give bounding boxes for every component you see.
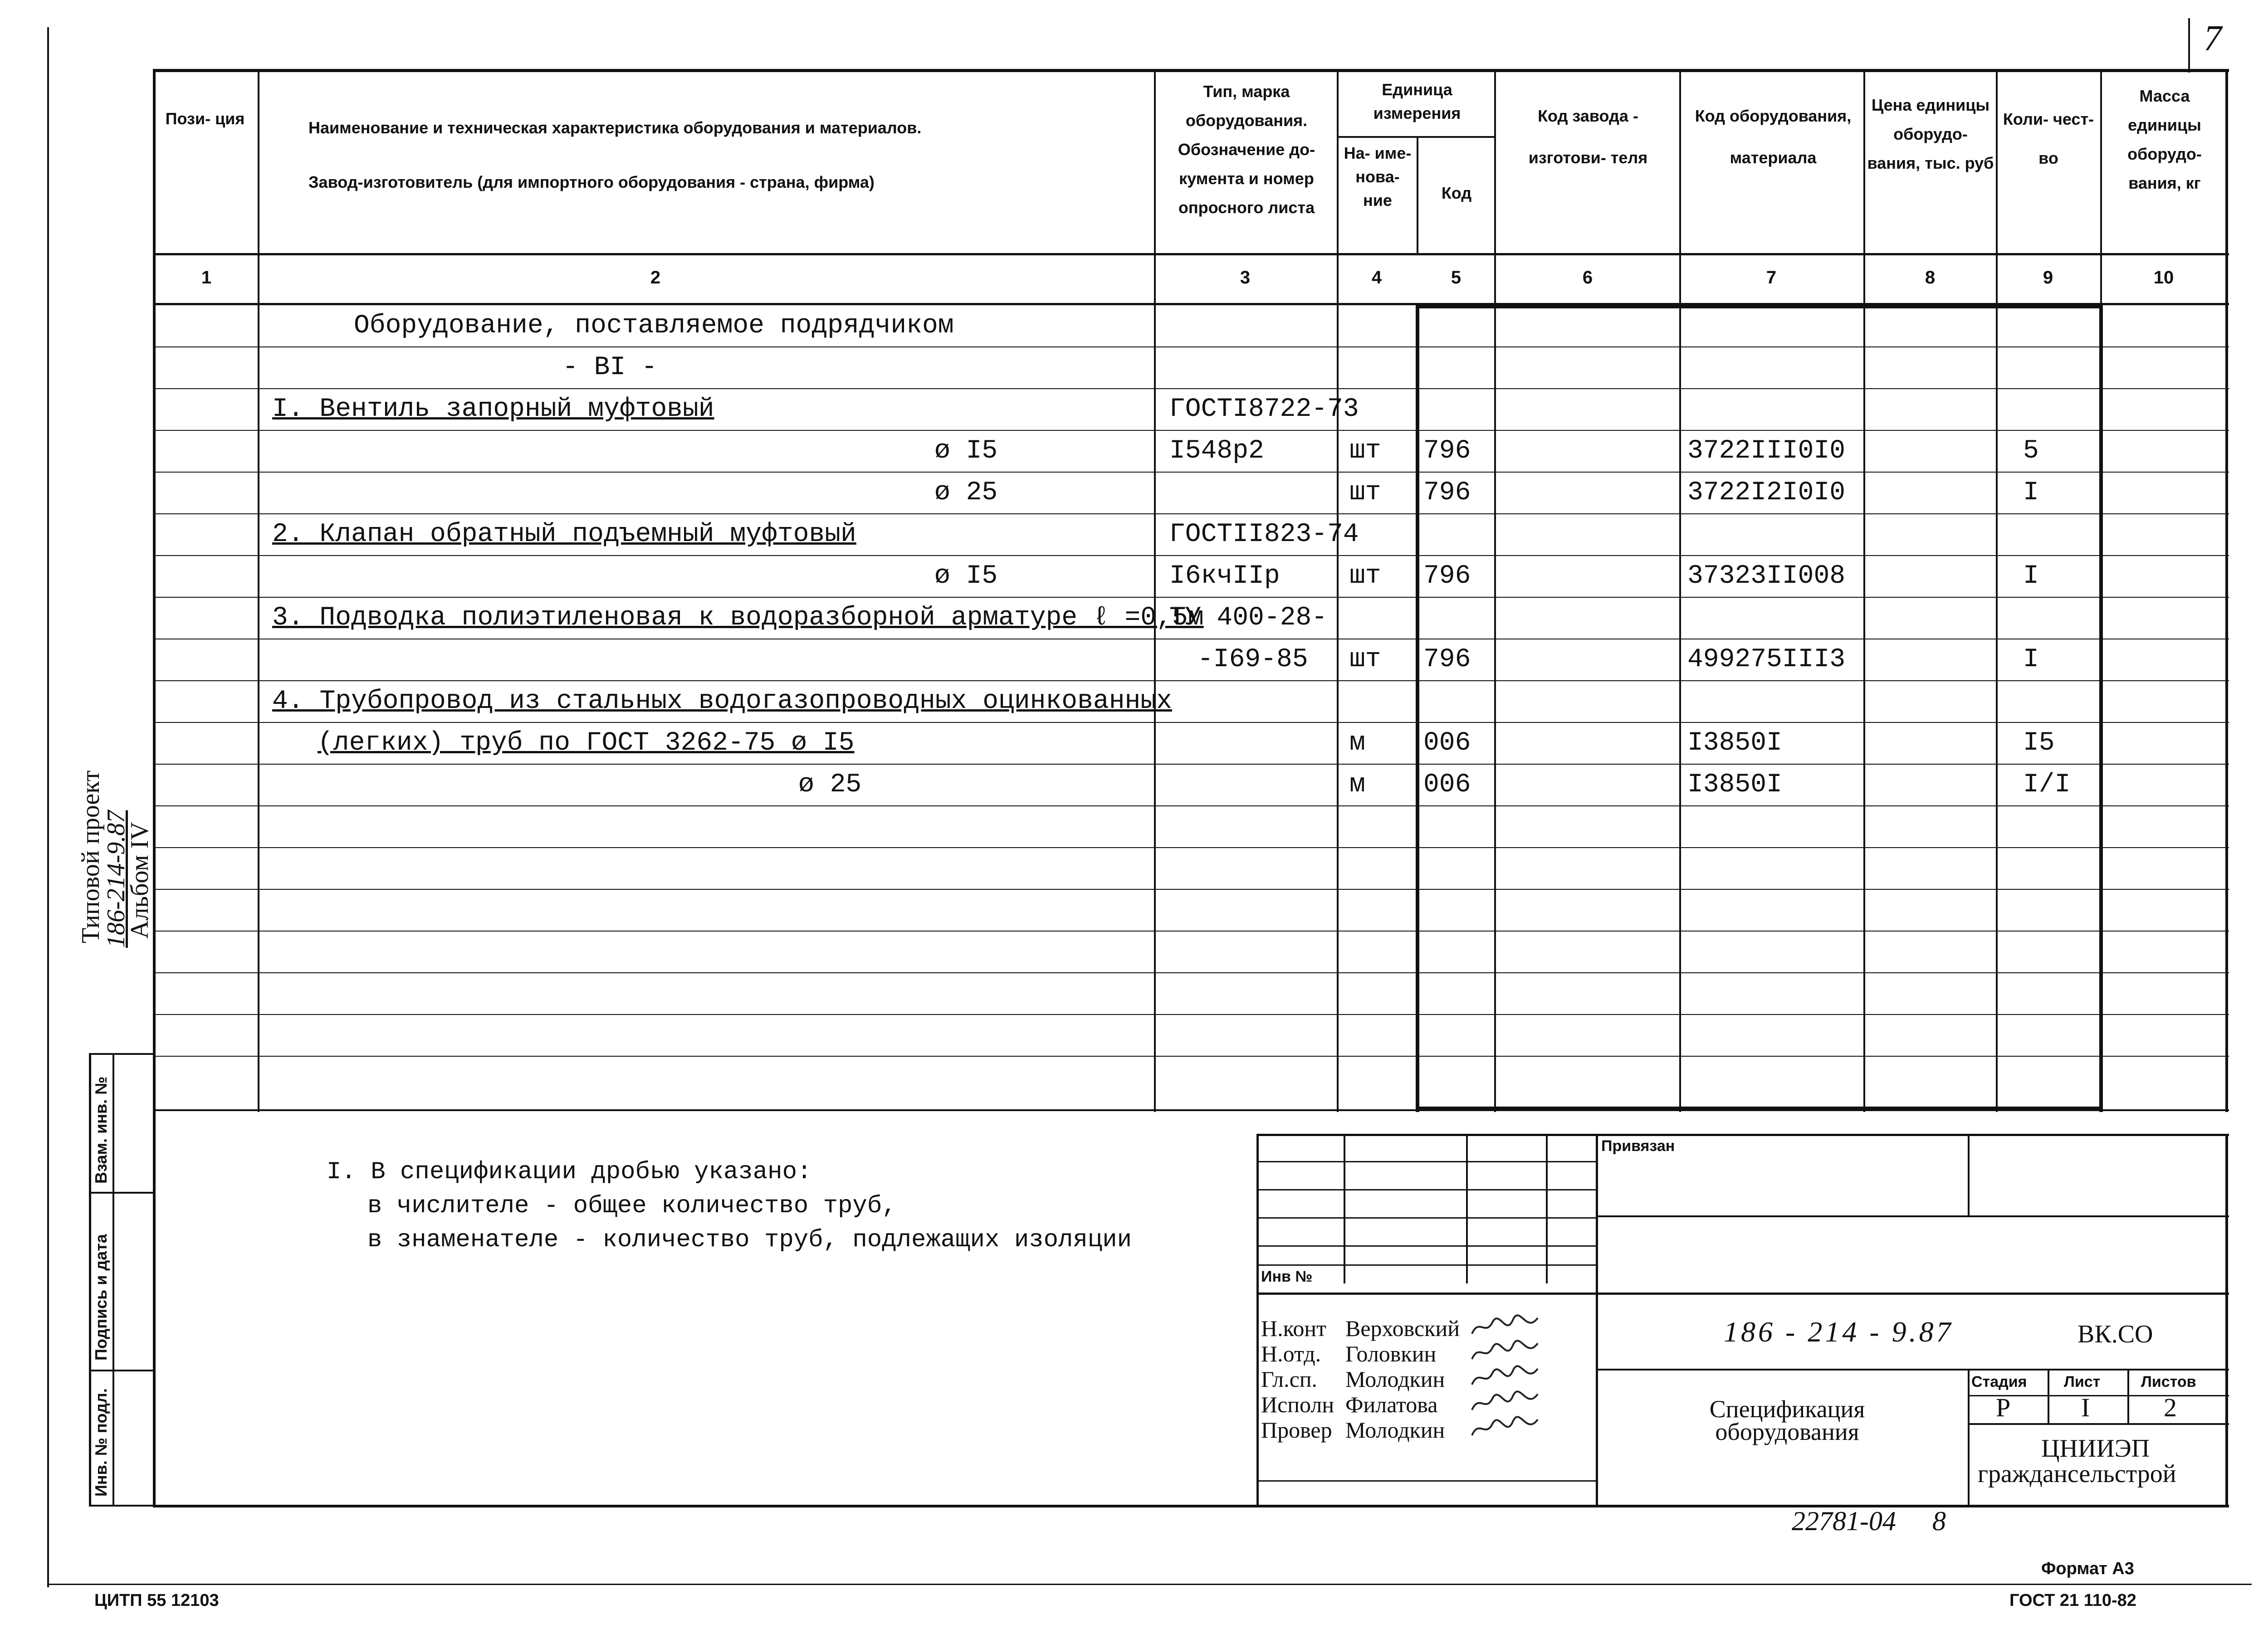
tb-hline	[1256, 1161, 1597, 1162]
tb-top	[1256, 1134, 2229, 1136]
row-line	[153, 805, 2229, 806]
tb-vline	[1968, 1370, 1970, 1506]
col-line	[1337, 69, 1339, 1112]
row-line	[153, 972, 2229, 973]
footer-format: Формат А3	[2041, 1559, 2134, 1578]
row-line	[153, 597, 2229, 598]
cell-name: I. Вентиль запорный муфтовый	[272, 395, 714, 424]
cell-type: -I69-85	[1198, 645, 1308, 674]
note-line-1: I. В спецификации дробью указано:	[327, 1158, 812, 1186]
tb-hline	[1596, 1369, 2229, 1371]
cell-unit: шт	[1349, 561, 1381, 591]
col-line	[1996, 69, 1998, 1112]
tb-vline	[1968, 1134, 1970, 1215]
footer-left: ЦИТП 55 12103	[94, 1591, 219, 1610]
side-stamp-line1: Типовой проект	[77, 770, 105, 943]
signer-role: Провер	[1261, 1417, 1332, 1443]
header-quantity: Коли- чест- во	[2003, 110, 2094, 167]
table-body-end	[153, 1109, 2229, 1111]
row-line	[153, 388, 2229, 389]
row-line	[153, 1056, 2229, 1057]
row-line	[153, 1014, 2229, 1015]
org-line2: граждансельстрой	[1978, 1460, 2176, 1488]
cell-code: 796	[1423, 645, 1471, 674]
column-number: 7	[1766, 268, 1777, 288]
sheet-label: Лист	[2064, 1373, 2101, 1390]
column-number: 3	[1240, 268, 1251, 288]
col-line	[258, 69, 259, 1112]
cell-code: 796	[1423, 436, 1471, 466]
tb-hline	[1968, 1423, 2229, 1425]
col-line	[2100, 69, 2102, 305]
col-line-bold	[2099, 305, 2103, 1112]
cell-qty: I5	[2023, 728, 2055, 758]
row-line	[153, 430, 2229, 431]
row-line	[153, 931, 2229, 932]
header-price: Цена единицы оборудо- вания, тыс. руб	[1867, 96, 1994, 172]
cell-qty: 5	[2023, 436, 2039, 466]
cell-qty: I	[2023, 645, 2039, 674]
signer-name: Молодкин	[1345, 1366, 1445, 1392]
tb-hline	[1596, 1215, 2229, 1217]
tb-vline	[2048, 1370, 2049, 1424]
cell-name: ø 25	[798, 770, 862, 800]
cell-type: I548p2	[1169, 436, 1264, 466]
privyazan-label: Привязан	[1601, 1137, 1675, 1155]
signer-name: Молодкин	[1345, 1417, 1445, 1443]
tb-vline	[2127, 1370, 2129, 1424]
tb-hline	[1256, 1293, 2229, 1295]
project-code: 186 - 214 - 9.87	[1724, 1316, 1954, 1348]
cell-name: ø I5	[934, 561, 998, 591]
table-bottom	[153, 1505, 2229, 1507]
header-unit: Единица измерения	[1373, 80, 1461, 122]
tb-hline	[1256, 1245, 1597, 1247]
cell-name: Оборудование, поставляемое подрядчиком	[354, 311, 954, 341]
cell-code: 006	[1423, 770, 1471, 800]
colnum-bottom-line	[153, 303, 2229, 305]
row-line	[153, 513, 2229, 514]
row-line	[153, 472, 2229, 473]
signer-role: Исполн	[1261, 1392, 1334, 1417]
column-number: 10	[2153, 268, 2174, 288]
side-stamp-line3: Альбом IV	[126, 822, 154, 939]
sheet-value: I	[2081, 1393, 2090, 1422]
column-number: 9	[2043, 268, 2053, 288]
col-line	[1679, 69, 1681, 1112]
page-mark-rule	[2188, 18, 2190, 73]
column-number: 1	[201, 268, 212, 288]
side-box-mid	[112, 1053, 114, 1507]
signature-scribble	[1470, 1390, 1542, 1417]
header-name-line2: Завод-изготовитель (для импортного оборудования - страна, фирма)	[308, 173, 875, 191]
row-line	[153, 346, 2229, 347]
cell-mat: 3722I2I0I0	[1687, 478, 1846, 507]
header-name-line1: Наименование и техническая характеристика оборудования и материалов.	[308, 118, 922, 137]
doc-title: Спецификация оборудования	[1709, 1395, 1865, 1445]
bold-box-top	[1416, 305, 2103, 308]
column-number: 8	[1925, 268, 1936, 288]
tb-vline	[1466, 1134, 1468, 1283]
signature-scribble	[1470, 1364, 1542, 1391]
cell-code: 006	[1423, 728, 1471, 758]
cell-mat: I3850I	[1687, 770, 1782, 800]
side-box-line	[89, 1370, 155, 1371]
header-mass: Масса единицы оборудо- вания, кг	[2127, 87, 2202, 192]
header-factory-code: Код завода - изготови- теля	[1528, 107, 1648, 167]
org-line1: ЦНИИЭП	[2041, 1434, 2150, 1463]
signer-role: Н.отд.	[1261, 1341, 1321, 1366]
cell-name: 4. Трубопровод из стальных водогазопроводных оцинкованных	[272, 687, 1172, 716]
cell-mat: 37323II008	[1687, 561, 1846, 591]
note-line-3: в знаменателе - количество труб, подлежащих изоляции	[367, 1226, 1132, 1254]
side-box-line	[89, 1192, 155, 1194]
field-vzam-inv: Взам. инв. №	[92, 1076, 110, 1184]
cell-type: ГОСТII823-74	[1169, 520, 1359, 549]
signature-scribble	[1470, 1339, 1542, 1366]
signature-scribble	[1470, 1313, 1542, 1341]
row-line	[153, 847, 2229, 848]
header-unit-code: Код	[1441, 184, 1472, 202]
tb-vline	[1546, 1134, 1548, 1283]
page-mark: 7	[2204, 19, 2222, 59]
row-line	[153, 764, 2229, 765]
column-number: 6	[1582, 268, 1593, 288]
cell-type: ТУ 400-28-	[1169, 603, 1328, 633]
cell-name: 2. Клапан обратный подъемный муфтовый	[272, 520, 856, 549]
tb-hline	[1256, 1264, 1597, 1266]
row-line	[153, 555, 2229, 556]
col-line	[1494, 69, 1496, 1112]
stage-value: Р	[1996, 1393, 2011, 1422]
stage-label: Стадия	[1971, 1373, 2027, 1390]
cell-name: - BI -	[562, 353, 657, 382]
cell-mat: 3722III0I0	[1687, 436, 1846, 466]
cell-unit: шт	[1349, 645, 1381, 674]
cell-qty: I	[2023, 478, 2039, 507]
col-line	[1154, 69, 1156, 1112]
column-number: 4	[1371, 268, 1382, 288]
cell-name: ø 25	[934, 478, 998, 507]
archive-number: 22781-04	[1792, 1506, 1896, 1536]
side-box-bottom	[89, 1505, 155, 1507]
signer-role: Н.конт	[1261, 1316, 1326, 1341]
cell-unit: м	[1349, 728, 1365, 758]
inv-no-label: Инв №	[1261, 1268, 1313, 1285]
row-line	[153, 680, 2229, 681]
cell-mat: 499275III3	[1687, 645, 1846, 674]
sheets-value: 2	[2164, 1393, 2177, 1422]
tb-vline	[1344, 1134, 1345, 1283]
row-line	[153, 889, 2229, 890]
cell-unit: м	[1349, 770, 1365, 800]
cell-unit: шт	[1349, 478, 1381, 507]
cell-type: ГОСТI8722-73	[1169, 395, 1359, 424]
archive-page: 8	[1932, 1506, 1946, 1536]
signature-scribble	[1470, 1415, 1542, 1442]
column-number: 2	[650, 268, 661, 288]
cell-mat: I3850I	[1687, 728, 1782, 758]
side-stamp-line2: 186-214-9.87	[102, 810, 130, 948]
header-material-code: Код оборудования, материала	[1695, 107, 1852, 167]
signer-role: Гл.сп.	[1261, 1366, 1318, 1392]
col-line-bold	[1416, 305, 1419, 1112]
col-line	[1417, 136, 1418, 255]
field-inv-podl: Инв. № подл.	[92, 1388, 110, 1497]
table-top	[153, 69, 2229, 72]
side-box-top	[89, 1053, 155, 1055]
unit-split-line	[1337, 136, 1496, 138]
tb-hline	[1256, 1480, 1597, 1482]
cell-unit: шт	[1349, 436, 1381, 466]
cell-name: ø I5	[934, 436, 998, 466]
row-line	[153, 722, 2229, 723]
column-number: 5	[1451, 268, 1461, 288]
col-line	[1863, 69, 1865, 1112]
signer-name: Верховский	[1345, 1316, 1460, 1341]
cell-qty: I/I	[2023, 770, 2071, 800]
cell-code: 796	[1423, 478, 1471, 507]
cell-name: (легких) труб по ГОСТ 3262-75 ø I5	[318, 728, 855, 758]
doc-code: ВК.СО	[2077, 1320, 2153, 1348]
header-bottom-line	[153, 253, 2229, 255]
side-box-left	[89, 1053, 91, 1507]
header-unit-group: На- име- нова- ние	[1344, 144, 1412, 210]
sheets-label: Листов	[2141, 1373, 2196, 1390]
table-left	[153, 69, 156, 1507]
signer-name: Филатова	[1345, 1392, 1438, 1417]
cell-code: 796	[1423, 561, 1471, 591]
tb-right	[2225, 1134, 2228, 1506]
cell-qty: I	[2023, 561, 2039, 591]
header-type: Тип, марка оборудования. Обозначение до- кумента и номер опросного листа	[1178, 82, 1315, 217]
tb-hline	[1256, 1217, 1597, 1219]
bottom-rule	[47, 1584, 2252, 1585]
cell-type: I6кчIIp	[1169, 561, 1280, 591]
signer-name: Головкин	[1345, 1341, 1437, 1366]
tb-hline	[1256, 1189, 1597, 1190]
footer-gost: ГОСТ 21 110-82	[2009, 1591, 2136, 1610]
cell-name: 3. Подводка полиэтиленовая к водоразборной арматуре ℓ =0,5м	[272, 603, 1204, 633]
header-position: Пози- ция	[165, 109, 245, 128]
field-podpis-data: Подпись и дата	[92, 1234, 110, 1361]
frame-left	[47, 27, 49, 1587]
table-right	[2225, 69, 2228, 1112]
note-line-2: в числителе - общее количество труб,	[367, 1192, 897, 1220]
